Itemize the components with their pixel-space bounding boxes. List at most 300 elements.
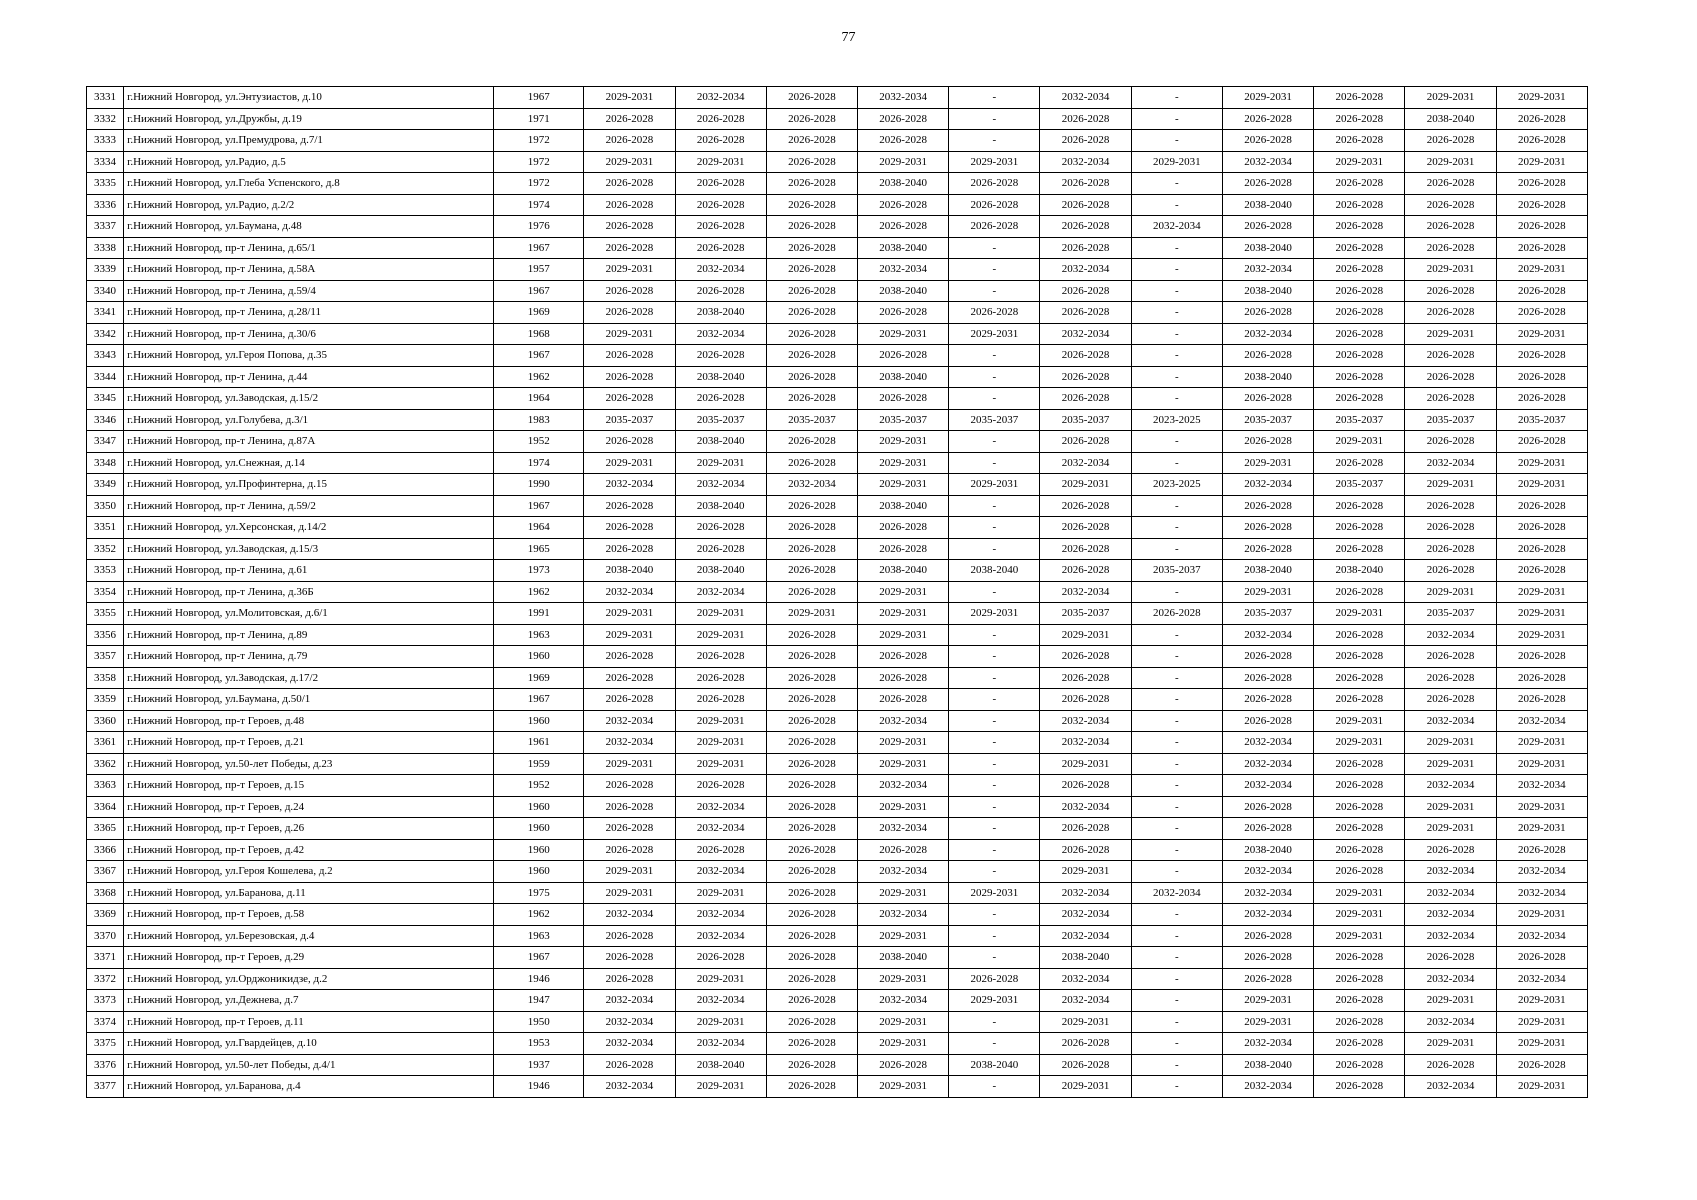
table-row bbox=[87, 775, 1588, 797]
period-cell: 2032-2034 bbox=[675, 581, 766, 603]
period-cell: 2026-2028 bbox=[1222, 538, 1313, 560]
address-cell: г.Нижний Новгород, ул.Баумана, д.50/1 bbox=[124, 689, 494, 711]
address-cell: г.Нижний Новгород, пр-т Ленина, д.87А bbox=[124, 431, 494, 453]
period-cell: 2026-2028 bbox=[1405, 947, 1496, 969]
period-cell: 2026-2028 bbox=[584, 280, 675, 302]
year-built-cell: 1983 bbox=[494, 409, 584, 431]
period-cell: 2026-2028 bbox=[584, 194, 675, 216]
period-cell: 2029-2031 bbox=[1222, 990, 1313, 1012]
period-cell: 2026-2028 bbox=[949, 302, 1040, 324]
period-cell: 2026-2028 bbox=[1405, 302, 1496, 324]
year-built-cell: 1946 bbox=[494, 1076, 584, 1098]
year-built-cell: 1967 bbox=[494, 495, 584, 517]
period-cell: 2029-2031 bbox=[858, 603, 949, 625]
year-built-cell: 1973 bbox=[494, 560, 584, 582]
period-cell: 2026-2028 bbox=[584, 968, 675, 990]
period-cell: 2026-2028 bbox=[1496, 689, 1587, 711]
period-cell: 2026-2028 bbox=[1496, 538, 1587, 560]
year-built-cell: 1962 bbox=[494, 904, 584, 926]
period-cell: 2026-2028 bbox=[584, 839, 675, 861]
period-cell: 2026-2028 bbox=[858, 194, 949, 216]
period-cell: 2026-2028 bbox=[1222, 646, 1313, 668]
period-cell: 2029-2031 bbox=[1496, 1076, 1587, 1098]
period-cell: - bbox=[1131, 667, 1222, 689]
row-number-cell: 3358 bbox=[87, 667, 124, 689]
period-cell: 2029-2031 bbox=[1496, 581, 1587, 603]
year-built-cell: 1962 bbox=[494, 581, 584, 603]
year-built-cell: 1962 bbox=[494, 366, 584, 388]
period-cell: 2032-2034 bbox=[675, 87, 766, 109]
period-cell: - bbox=[949, 108, 1040, 130]
period-cell: 2038-2040 bbox=[858, 237, 949, 259]
period-cell: 2026-2028 bbox=[1040, 560, 1131, 582]
period-cell: 2026-2028 bbox=[766, 581, 857, 603]
period-cell: 2026-2028 bbox=[1496, 388, 1587, 410]
period-cell: 2029-2031 bbox=[675, 882, 766, 904]
period-cell: 2029-2031 bbox=[1496, 603, 1587, 625]
period-cell: 2026-2028 bbox=[766, 130, 857, 152]
table-row bbox=[87, 1033, 1588, 1055]
period-cell: 2032-2034 bbox=[1496, 882, 1587, 904]
period-cell: - bbox=[1131, 818, 1222, 840]
period-cell: 2026-2028 bbox=[1496, 302, 1587, 324]
address-cell: г.Нижний Новгород, пр-т Героев, д.26 bbox=[124, 818, 494, 840]
address-cell: г.Нижний Новгород, ул.Глеба Успенского, д.8 bbox=[124, 173, 494, 195]
year-built-cell: 1960 bbox=[494, 796, 584, 818]
period-cell: 2029-2031 bbox=[1496, 474, 1587, 496]
period-cell: - bbox=[949, 237, 1040, 259]
row-number-cell: 3356 bbox=[87, 624, 124, 646]
period-cell: 2026-2028 bbox=[1405, 1054, 1496, 1076]
period-cell: 2026-2028 bbox=[1314, 108, 1405, 130]
period-cell: 2032-2034 bbox=[1040, 323, 1131, 345]
row-number-cell: 3360 bbox=[87, 710, 124, 732]
table-row bbox=[87, 87, 1588, 109]
period-cell: 2026-2028 bbox=[1496, 237, 1587, 259]
page-number: 77 bbox=[841, 30, 856, 45]
period-cell: 2038-2040 bbox=[949, 1054, 1040, 1076]
period-cell: 2029-2031 bbox=[1405, 151, 1496, 173]
period-cell: 2029-2031 bbox=[1040, 1076, 1131, 1098]
period-cell: 2029-2031 bbox=[1496, 904, 1587, 926]
period-cell: 2026-2028 bbox=[584, 947, 675, 969]
period-cell: 2032-2034 bbox=[1222, 474, 1313, 496]
table-row bbox=[87, 345, 1588, 367]
period-cell: 2026-2028 bbox=[1314, 495, 1405, 517]
table-row bbox=[87, 280, 1588, 302]
row-number-cell: 3371 bbox=[87, 947, 124, 969]
period-cell: 2032-2034 bbox=[858, 710, 949, 732]
period-cell: 2026-2028 bbox=[766, 216, 857, 238]
period-cell: 2029-2031 bbox=[1496, 87, 1587, 109]
row-number-cell: 3331 bbox=[87, 87, 124, 109]
period-cell: 2035-2037 bbox=[1496, 409, 1587, 431]
year-built-cell: 1960 bbox=[494, 861, 584, 883]
period-cell: 2026-2028 bbox=[1496, 431, 1587, 453]
period-cell: 2026-2028 bbox=[858, 302, 949, 324]
period-cell: - bbox=[949, 1033, 1040, 1055]
period-cell: 2026-2028 bbox=[1222, 818, 1313, 840]
period-cell: - bbox=[1131, 237, 1222, 259]
period-cell: 2026-2028 bbox=[766, 818, 857, 840]
period-cell: - bbox=[1131, 538, 1222, 560]
period-cell: 2026-2028 bbox=[1314, 753, 1405, 775]
row-number-cell: 3354 bbox=[87, 581, 124, 603]
period-cell: 2026-2028 bbox=[858, 538, 949, 560]
period-cell: 2026-2028 bbox=[1040, 1033, 1131, 1055]
period-cell: 2026-2028 bbox=[1314, 775, 1405, 797]
period-cell: 2038-2040 bbox=[675, 495, 766, 517]
row-number-cell: 3337 bbox=[87, 216, 124, 238]
period-cell: 2026-2028 bbox=[1040, 517, 1131, 539]
year-built-cell: 1957 bbox=[494, 259, 584, 281]
address-cell: г.Нижний Новгород, пр-т Ленина, д.65/1 bbox=[124, 237, 494, 259]
period-cell: 2026-2028 bbox=[858, 1054, 949, 1076]
year-built-cell: 1967 bbox=[494, 947, 584, 969]
period-cell: 2026-2028 bbox=[1405, 280, 1496, 302]
period-cell: 2026-2028 bbox=[1040, 818, 1131, 840]
period-cell: 2026-2028 bbox=[1405, 345, 1496, 367]
period-cell: 2029-2031 bbox=[1222, 452, 1313, 474]
period-cell: 2026-2028 bbox=[1222, 431, 1313, 453]
year-built-cell: 1960 bbox=[494, 818, 584, 840]
period-cell: 2032-2034 bbox=[1040, 904, 1131, 926]
year-built-cell: 1947 bbox=[494, 990, 584, 1012]
period-cell: 2032-2034 bbox=[1040, 968, 1131, 990]
address-cell: г.Нижний Новгород, ул.Героя Попова, д.35 bbox=[124, 345, 494, 367]
period-cell: - bbox=[949, 775, 1040, 797]
period-cell: 2026-2028 bbox=[675, 538, 766, 560]
period-cell: - bbox=[949, 130, 1040, 152]
period-cell: 2026-2028 bbox=[675, 173, 766, 195]
period-cell: 2029-2031 bbox=[1040, 624, 1131, 646]
period-cell: 2035-2037 bbox=[766, 409, 857, 431]
period-cell: 2026-2028 bbox=[1040, 302, 1131, 324]
year-built-cell: 1991 bbox=[494, 603, 584, 625]
address-cell: г.Нижний Новгород, ул.Херсонская, д.14/2 bbox=[124, 517, 494, 539]
year-built-cell: 1952 bbox=[494, 431, 584, 453]
period-cell: - bbox=[949, 345, 1040, 367]
period-cell: 2026-2028 bbox=[858, 108, 949, 130]
period-cell: 2026-2028 bbox=[766, 366, 857, 388]
period-cell: - bbox=[1131, 624, 1222, 646]
period-cell: 2029-2031 bbox=[1405, 990, 1496, 1012]
period-cell: 2026-2028 bbox=[766, 495, 857, 517]
period-cell: 2032-2034 bbox=[1496, 775, 1587, 797]
period-cell: 2038-2040 bbox=[675, 366, 766, 388]
period-cell: 2026-2028 bbox=[1040, 775, 1131, 797]
period-cell: 2026-2028 bbox=[766, 173, 857, 195]
period-cell: 2026-2028 bbox=[1040, 194, 1131, 216]
period-cell: 2032-2034 bbox=[584, 990, 675, 1012]
year-built-cell: 1965 bbox=[494, 538, 584, 560]
period-cell: 2029-2031 bbox=[1131, 151, 1222, 173]
address-cell: г.Нижний Новгород, пр-т Героев, д.11 bbox=[124, 1011, 494, 1033]
period-cell: - bbox=[949, 259, 1040, 281]
period-cell: 2026-2028 bbox=[949, 194, 1040, 216]
period-cell: 2035-2037 bbox=[1222, 603, 1313, 625]
period-cell: 2032-2034 bbox=[858, 990, 949, 1012]
period-cell: 2032-2034 bbox=[584, 474, 675, 496]
address-cell: г.Нижний Новгород, пр-т Героев, д.42 bbox=[124, 839, 494, 861]
period-cell: 2026-2028 bbox=[584, 517, 675, 539]
period-cell: 2026-2028 bbox=[675, 280, 766, 302]
period-cell: 2029-2031 bbox=[584, 323, 675, 345]
period-cell: 2026-2028 bbox=[584, 302, 675, 324]
period-cell: 2026-2028 bbox=[1405, 237, 1496, 259]
year-built-cell: 1972 bbox=[494, 151, 584, 173]
period-cell: 2029-2031 bbox=[1496, 1011, 1587, 1033]
period-cell: - bbox=[1131, 1011, 1222, 1033]
table-row bbox=[87, 452, 1588, 474]
period-cell: 2038-2040 bbox=[584, 560, 675, 582]
period-cell: 2026-2028 bbox=[766, 517, 857, 539]
period-cell: - bbox=[949, 624, 1040, 646]
period-cell: 2026-2028 bbox=[1405, 173, 1496, 195]
address-cell: г.Нижний Новгород, пр-т Героев, д.15 bbox=[124, 775, 494, 797]
period-cell: 2029-2031 bbox=[1405, 259, 1496, 281]
period-cell: 2032-2034 bbox=[1222, 151, 1313, 173]
period-cell: 2038-2040 bbox=[1222, 237, 1313, 259]
period-cell: 2026-2028 bbox=[1496, 280, 1587, 302]
table-row bbox=[87, 603, 1588, 625]
period-cell: 2026-2028 bbox=[1040, 345, 1131, 367]
period-cell: 2026-2028 bbox=[584, 689, 675, 711]
period-cell: 2038-2040 bbox=[949, 560, 1040, 582]
period-cell: - bbox=[949, 667, 1040, 689]
year-built-cell: 1950 bbox=[494, 1011, 584, 1033]
row-number-cell: 3364 bbox=[87, 796, 124, 818]
period-cell: - bbox=[1131, 732, 1222, 754]
period-cell: 2029-2031 bbox=[1314, 431, 1405, 453]
period-cell: 2026-2028 bbox=[1222, 947, 1313, 969]
period-cell: 2026-2028 bbox=[766, 710, 857, 732]
period-cell: 2026-2028 bbox=[1314, 302, 1405, 324]
year-built-cell: 1960 bbox=[494, 839, 584, 861]
period-cell: 2026-2028 bbox=[584, 108, 675, 130]
year-built-cell: 1967 bbox=[494, 280, 584, 302]
period-cell: 2029-2031 bbox=[1222, 581, 1313, 603]
table-row bbox=[87, 947, 1588, 969]
period-cell: 2023-2025 bbox=[1131, 474, 1222, 496]
period-cell: 2035-2037 bbox=[1405, 603, 1496, 625]
period-cell: 2026-2028 bbox=[1040, 839, 1131, 861]
table-row bbox=[87, 151, 1588, 173]
period-cell: - bbox=[949, 1076, 1040, 1098]
period-cell: 2032-2034 bbox=[1222, 882, 1313, 904]
period-cell: 2032-2034 bbox=[1040, 581, 1131, 603]
period-cell: 2026-2028 bbox=[1314, 646, 1405, 668]
period-cell: 2026-2028 bbox=[1314, 259, 1405, 281]
period-cell: 2026-2028 bbox=[675, 839, 766, 861]
period-cell: - bbox=[1131, 259, 1222, 281]
period-cell: 2026-2028 bbox=[1314, 1076, 1405, 1098]
period-cell: 2032-2034 bbox=[1222, 732, 1313, 754]
year-built-cell: 1959 bbox=[494, 753, 584, 775]
period-cell: 2032-2034 bbox=[1131, 882, 1222, 904]
period-cell: 2026-2028 bbox=[858, 839, 949, 861]
period-cell: 2026-2028 bbox=[1222, 345, 1313, 367]
period-cell: - bbox=[1131, 904, 1222, 926]
period-cell: - bbox=[1131, 861, 1222, 883]
period-cell: 2032-2034 bbox=[1496, 710, 1587, 732]
table-row bbox=[87, 925, 1588, 947]
period-cell: 2029-2031 bbox=[949, 882, 1040, 904]
period-cell: 2026-2028 bbox=[584, 366, 675, 388]
row-number-cell: 3335 bbox=[87, 173, 124, 195]
period-cell: 2026-2028 bbox=[1314, 796, 1405, 818]
period-cell: 2032-2034 bbox=[584, 1011, 675, 1033]
period-cell: 2029-2031 bbox=[858, 968, 949, 990]
period-cell: 2032-2034 bbox=[1405, 775, 1496, 797]
period-cell: - bbox=[1131, 130, 1222, 152]
year-built-cell: 1967 bbox=[494, 87, 584, 109]
period-cell: - bbox=[949, 388, 1040, 410]
period-cell: 2026-2028 bbox=[766, 1033, 857, 1055]
period-cell: 2026-2028 bbox=[1496, 947, 1587, 969]
period-cell: 2026-2028 bbox=[766, 689, 857, 711]
period-cell: - bbox=[1131, 1076, 1222, 1098]
period-cell: 2026-2028 bbox=[1314, 388, 1405, 410]
period-cell: 2032-2034 bbox=[1405, 452, 1496, 474]
row-number-cell: 3348 bbox=[87, 452, 124, 474]
period-cell: - bbox=[1131, 990, 1222, 1012]
period-cell: - bbox=[1131, 925, 1222, 947]
period-cell: 2026-2028 bbox=[766, 1011, 857, 1033]
period-cell: 2026-2028 bbox=[1405, 646, 1496, 668]
period-cell: 2026-2028 bbox=[1405, 216, 1496, 238]
period-cell: 2026-2028 bbox=[675, 667, 766, 689]
year-built-cell: 1990 bbox=[494, 474, 584, 496]
period-cell: 2029-2031 bbox=[584, 452, 675, 474]
period-cell: - bbox=[949, 904, 1040, 926]
period-cell: 2026-2028 bbox=[1405, 194, 1496, 216]
table-row bbox=[87, 388, 1588, 410]
period-cell: 2029-2031 bbox=[858, 925, 949, 947]
row-number-cell: 3342 bbox=[87, 323, 124, 345]
period-cell: 2026-2028 bbox=[1314, 538, 1405, 560]
period-cell: - bbox=[1131, 431, 1222, 453]
period-cell: 2026-2028 bbox=[584, 775, 675, 797]
period-cell: 2029-2031 bbox=[1405, 474, 1496, 496]
period-cell: - bbox=[949, 87, 1040, 109]
period-cell: 2038-2040 bbox=[1405, 108, 1496, 130]
period-cell: 2026-2028 bbox=[1405, 495, 1496, 517]
period-cell: 2029-2031 bbox=[1040, 474, 1131, 496]
period-cell: 2032-2034 bbox=[675, 861, 766, 883]
period-cell: 2029-2031 bbox=[1222, 1011, 1313, 1033]
period-cell: 2026-2028 bbox=[1222, 667, 1313, 689]
row-number-cell: 3343 bbox=[87, 345, 124, 367]
period-cell: 2026-2028 bbox=[858, 517, 949, 539]
period-cell: - bbox=[1131, 345, 1222, 367]
period-cell: 2029-2031 bbox=[675, 452, 766, 474]
period-cell: 2038-2040 bbox=[858, 495, 949, 517]
period-cell: 2029-2031 bbox=[1496, 990, 1587, 1012]
period-cell: 2029-2031 bbox=[584, 603, 675, 625]
period-cell: 2032-2034 bbox=[1040, 925, 1131, 947]
period-cell: 2026-2028 bbox=[1496, 345, 1587, 367]
period-cell: 2026-2028 bbox=[766, 431, 857, 453]
period-cell: 2029-2031 bbox=[858, 474, 949, 496]
period-cell: 2032-2034 bbox=[675, 259, 766, 281]
period-cell: 2026-2028 bbox=[766, 796, 857, 818]
period-cell: 2026-2028 bbox=[766, 237, 857, 259]
table-row bbox=[87, 323, 1588, 345]
period-cell: 2026-2028 bbox=[1405, 517, 1496, 539]
period-cell: 2026-2028 bbox=[1314, 667, 1405, 689]
period-cell: 2026-2028 bbox=[1496, 495, 1587, 517]
address-cell: г.Нижний Новгород, ул.Радио, д.5 bbox=[124, 151, 494, 173]
table-row bbox=[87, 517, 1588, 539]
period-cell: - bbox=[1131, 968, 1222, 990]
period-cell: 2035-2037 bbox=[675, 409, 766, 431]
period-cell: - bbox=[949, 495, 1040, 517]
period-cell: 2026-2028 bbox=[1314, 839, 1405, 861]
period-cell: 2029-2031 bbox=[1496, 818, 1587, 840]
period-cell: 2026-2028 bbox=[766, 280, 857, 302]
period-cell: 2026-2028 bbox=[1314, 947, 1405, 969]
period-cell: 2032-2034 bbox=[1040, 882, 1131, 904]
period-cell: 2032-2034 bbox=[584, 710, 675, 732]
period-cell: 2026-2028 bbox=[858, 345, 949, 367]
row-number-cell: 3346 bbox=[87, 409, 124, 431]
period-cell: 2026-2028 bbox=[1314, 216, 1405, 238]
period-cell: 2032-2034 bbox=[1496, 861, 1587, 883]
table-row bbox=[87, 968, 1588, 990]
period-cell: 2038-2040 bbox=[1222, 839, 1313, 861]
period-cell: 2026-2028 bbox=[675, 194, 766, 216]
period-cell: 2026-2028 bbox=[1222, 689, 1313, 711]
period-cell: 2032-2034 bbox=[1222, 259, 1313, 281]
table-row bbox=[87, 237, 1588, 259]
period-cell: 2029-2031 bbox=[1314, 882, 1405, 904]
row-number-cell: 3332 bbox=[87, 108, 124, 130]
table-row bbox=[87, 302, 1588, 324]
period-cell: 2026-2028 bbox=[858, 667, 949, 689]
period-cell: - bbox=[949, 796, 1040, 818]
period-cell: 2029-2031 bbox=[949, 474, 1040, 496]
period-cell: 2029-2031 bbox=[1405, 796, 1496, 818]
address-cell: г.Нижний Новгород, пр-т Ленина, д.30/6 bbox=[124, 323, 494, 345]
address-cell: г.Нижний Новгород, пр-т Ленина, д.58А bbox=[124, 259, 494, 281]
period-cell: - bbox=[1131, 173, 1222, 195]
period-cell: 2026-2028 bbox=[766, 861, 857, 883]
period-cell: 2032-2034 bbox=[1405, 1011, 1496, 1033]
address-cell: г.Нижний Новгород, ул.Дежнева, д.7 bbox=[124, 990, 494, 1012]
year-built-cell: 1968 bbox=[494, 323, 584, 345]
period-cell: 2032-2034 bbox=[1405, 925, 1496, 947]
period-cell: 2026-2028 bbox=[766, 882, 857, 904]
period-cell: 2029-2031 bbox=[675, 732, 766, 754]
period-cell: - bbox=[949, 581, 1040, 603]
row-number-cell: 3336 bbox=[87, 194, 124, 216]
period-cell: 2026-2028 bbox=[766, 323, 857, 345]
period-cell: 2026-2028 bbox=[858, 216, 949, 238]
row-number-cell: 3353 bbox=[87, 560, 124, 582]
period-cell: 2026-2028 bbox=[1040, 130, 1131, 152]
period-cell: - bbox=[1131, 1054, 1222, 1076]
address-cell: г.Нижний Новгород, ул.Голубева, д.3/1 bbox=[124, 409, 494, 431]
period-cell: 2023-2025 bbox=[1131, 409, 1222, 431]
address-cell: г.Нижний Новгород, ул.Профинтерна, д.15 bbox=[124, 474, 494, 496]
period-cell: 2029-2031 bbox=[675, 710, 766, 732]
period-cell: 2029-2031 bbox=[858, 753, 949, 775]
period-cell: - bbox=[1131, 108, 1222, 130]
period-cell: 2029-2031 bbox=[1496, 452, 1587, 474]
period-cell: 2026-2028 bbox=[766, 904, 857, 926]
table-row bbox=[87, 990, 1588, 1012]
